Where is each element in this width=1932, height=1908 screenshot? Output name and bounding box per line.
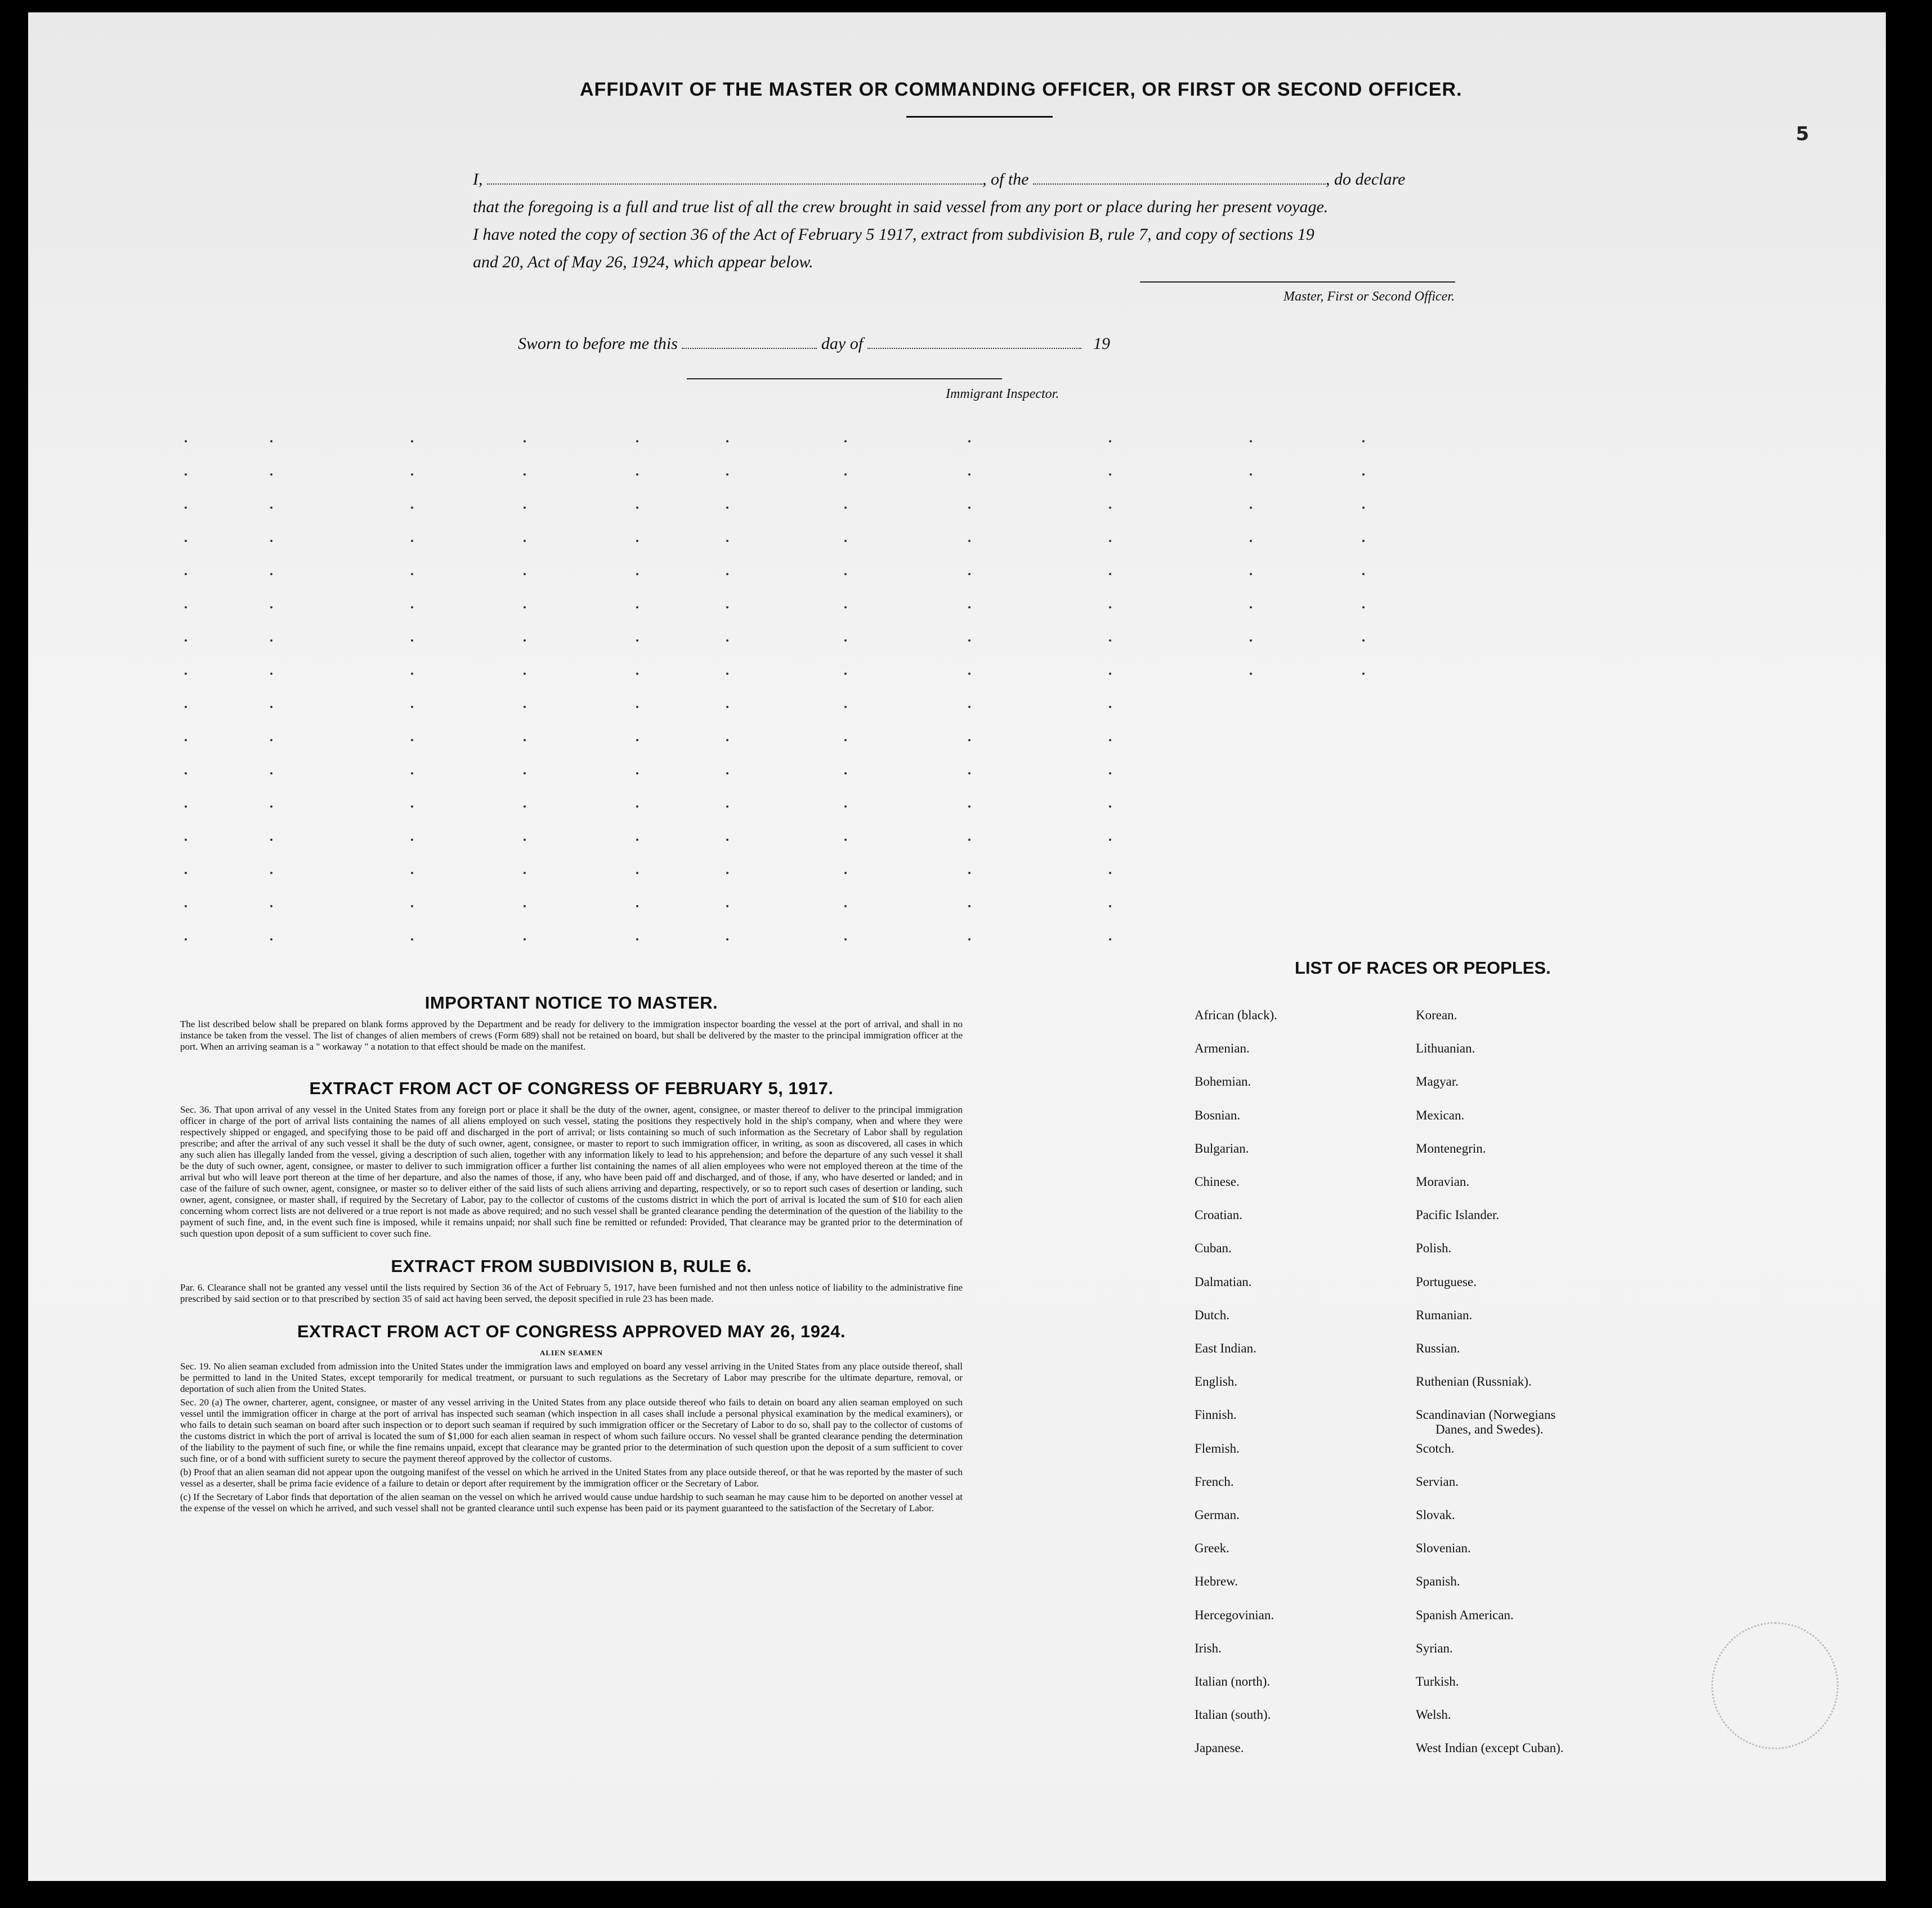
grid-dot <box>636 905 638 907</box>
grid-dot <box>1109 473 1111 476</box>
grid-dot <box>1109 772 1111 774</box>
grid-dot <box>185 540 187 542</box>
race-item: Bohemian. <box>1195 1074 1251 1089</box>
section-gap <box>180 1307 963 1320</box>
race-item: Italian (north). <box>1195 1674 1271 1688</box>
grid-dot <box>636 473 638 476</box>
grid-dot <box>1362 673 1365 675</box>
race-item: Dalmatian. <box>1195 1275 1252 1289</box>
declaration-line-1 <box>473 165 1542 193</box>
grid-dot <box>270 673 272 675</box>
grid-dot <box>636 673 638 675</box>
section-gap <box>180 1055 963 1077</box>
grid-dot <box>726 573 728 575</box>
race-item: Hebrew. <box>1195 1574 1238 1588</box>
race-item: Welsh. <box>1416 1708 1451 1722</box>
grid-dot <box>636 839 638 841</box>
grid-dot <box>524 772 526 774</box>
grid-dot <box>636 706 638 708</box>
race-item: Greek. <box>1195 1541 1229 1555</box>
grid-dot <box>844 772 847 774</box>
grid-dot <box>524 473 526 476</box>
grid-dot <box>524 507 526 509</box>
grid-dot <box>844 805 847 808</box>
grid-dot <box>411 440 413 442</box>
grid-dot <box>726 772 728 774</box>
corner-mark: 5 <box>1796 123 1809 145</box>
race-item: Polish. <box>1416 1241 1452 1255</box>
grid-dot <box>524 440 526 442</box>
race-item: Bulgarian. <box>1195 1141 1249 1155</box>
race-item: Japanese. <box>1195 1741 1244 1755</box>
alien-seamen-subheading: ALIEN SEAMEN <box>539 1349 603 1357</box>
grid-dot <box>524 905 526 907</box>
grid-dot <box>185 440 187 442</box>
grid-dot <box>270 839 272 841</box>
grid-dot <box>524 739 526 741</box>
vessel-blank[interactable] <box>1033 169 1326 185</box>
grid-dot <box>968 739 971 741</box>
race-item: West Indian (except Cuban). <box>1416 1741 1564 1755</box>
grid-dot <box>968 440 971 442</box>
legal-notices <box>180 992 963 1516</box>
grid-dot <box>411 739 413 741</box>
grid-dot <box>968 606 971 608</box>
grid-dot <box>185 905 187 907</box>
grid-dot <box>1109 639 1111 642</box>
race-item: Korean. <box>1416 1008 1457 1022</box>
grid-dot <box>844 507 847 509</box>
grid-dot <box>968 839 971 841</box>
grid-dot <box>968 673 971 675</box>
races-heading: LIST OF RACES OR PEOPLES. <box>1295 958 1551 978</box>
race-item: German. <box>1195 1508 1240 1522</box>
grid-dot <box>524 706 526 708</box>
grid-dot <box>968 772 971 774</box>
race-item: Armenian. <box>1195 1041 1250 1055</box>
grid-dot <box>844 839 847 841</box>
grid-dot <box>636 573 638 575</box>
grid-dot <box>270 706 272 708</box>
race-item: Irish. <box>1195 1641 1222 1655</box>
grid-dot <box>1109 805 1111 808</box>
grid-dot <box>844 673 847 675</box>
grid-dot <box>726 706 728 708</box>
grid-dot <box>411 507 413 509</box>
grid-dot <box>636 739 638 741</box>
section-gap <box>180 1242 963 1255</box>
grid-dot <box>636 440 638 442</box>
grid-dot <box>726 473 728 476</box>
grid-dot <box>1250 606 1252 608</box>
grid-dot <box>185 573 187 575</box>
grid-dot <box>726 805 728 808</box>
grid-dot <box>185 805 187 808</box>
race-item: French. <box>1195 1475 1234 1489</box>
race-item: Magyar. <box>1416 1074 1459 1089</box>
grid-dot <box>1109 905 1111 907</box>
grid-dot <box>411 673 413 675</box>
extract-rule6-heading: EXTRACT FROM SUBDIVISION B, RULE 6. <box>391 1256 752 1276</box>
grid-dot <box>1109 673 1111 675</box>
grid-dot <box>968 507 971 509</box>
sworn-line <box>518 333 1110 353</box>
grid-dot <box>844 706 847 708</box>
grid-dot <box>636 938 638 940</box>
grid-dot <box>524 805 526 808</box>
race-item: Rumanian. <box>1416 1308 1473 1322</box>
race-item: East Indian. <box>1195 1341 1256 1355</box>
grid-dot <box>524 872 526 874</box>
sworn-year: 19 <box>1093 334 1111 353</box>
grid-dot <box>1250 473 1252 476</box>
grid-dot <box>411 473 413 476</box>
grid-dot <box>1109 540 1111 542</box>
grid-dot <box>1250 507 1252 509</box>
grid-dot <box>411 540 413 542</box>
grid-dot <box>844 872 847 874</box>
inspector-label: Immigrant Inspector. <box>946 387 1059 401</box>
grid-dot <box>1109 573 1111 575</box>
grid-dot <box>844 606 847 608</box>
sworn-month-blank[interactable] <box>867 333 1081 349</box>
race-item: Turkish. <box>1416 1674 1459 1688</box>
grid-dot <box>968 639 971 642</box>
extract-1924-heading: EXTRACT FROM ACT OF CONGRESS APPROVED MAY 26, 1924. <box>297 1322 846 1341</box>
master-signature-line[interactable] <box>1140 281 1455 283</box>
grid-dot <box>270 639 272 642</box>
extract-rule6-text: Par. 6. Clearance shall not be granted any vessel until the lists required by Section 36 of the Act of February 5, 1917, have been furnished and not then unless notice of liability to the administrative fine prescribed by said section or to that prescribed by section 35 of said act having been served, the deposit specified in rule 23 has been made. <box>180 1282 963 1304</box>
grid-dot <box>185 673 187 675</box>
declaration-line-3: I have noted the copy of section 36 of the Act of February 5 1917, extract from subdivision B, rule 7, and copy of sections 19 <box>473 225 1314 244</box>
grid-dot <box>636 805 638 808</box>
race-item: Italian (south). <box>1195 1708 1271 1722</box>
name-blank[interactable] <box>487 169 982 185</box>
grid-dot <box>1250 573 1252 575</box>
grid-dot <box>1362 606 1365 608</box>
grid-dot <box>411 772 413 774</box>
grid-dot <box>270 440 272 442</box>
grid-dot <box>968 905 971 907</box>
race-item: Ruthenian (Russniak). <box>1416 1374 1532 1389</box>
race-item: Pacific Islander. <box>1416 1208 1500 1222</box>
grid-dot <box>1362 540 1365 542</box>
grid-dot <box>968 938 971 940</box>
race-item: Croatian. <box>1195 1208 1242 1222</box>
grid-dot <box>844 905 847 907</box>
grid-dot <box>524 673 526 675</box>
race-item: Servian. <box>1416 1475 1459 1489</box>
extract-1917-heading: EXTRACT FROM ACT OF CONGRESS OF FEBRUARY 5, 1917. <box>309 1078 834 1098</box>
grid-dot <box>1362 440 1365 442</box>
grid-dot <box>636 872 638 874</box>
grid-dot <box>726 739 728 741</box>
declaration-line-4: and 20, Act of May 26, 1924, which appear below. <box>473 253 813 271</box>
grid-dot <box>185 507 187 509</box>
affidavit-title: AFFIDAVIT OF THE MASTER OR COMMANDING OFFICER, OR FIRST OR SECOND OFFICER. <box>580 79 1463 100</box>
race-item: Scandinavian (Norwegians <box>1416 1408 1556 1422</box>
grid-dot <box>1362 639 1365 642</box>
sworn-prefix: Sworn to before me this <box>518 334 678 353</box>
grid-dot <box>1109 872 1111 874</box>
grid-dot <box>1109 938 1111 940</box>
grid-dot <box>844 938 847 940</box>
grid-dot <box>1109 440 1111 442</box>
grid-dot <box>270 872 272 874</box>
race-item: Slovenian. <box>1416 1541 1471 1555</box>
declaration-do-declare: , do declare <box>1326 170 1406 189</box>
grid-dot <box>270 905 272 907</box>
grid-dot <box>185 606 187 608</box>
grid-dot <box>185 772 187 774</box>
grid-dot <box>185 473 187 476</box>
grid-dot <box>636 606 638 608</box>
grid-dot <box>844 639 847 642</box>
race-item: Bosnian. <box>1195 1108 1241 1122</box>
grid-dot <box>411 938 413 940</box>
grid-dot <box>270 540 272 542</box>
grid-dot <box>1362 473 1365 476</box>
extract-1924-sec20a: Sec. 20 (a) The owner, charterer, agent, consignee, or master of any vessel arriving in the United States from any place outside thereof who fails to detain on board any alien seaman employed on such vessel until the immigration officer in charge at the port of arrival has inspected such seaman (which inspection in all cases shall include a personal physical examination by the medical examiners), or who fails to detain such seaman on board after such inspection or to deport such seaman if required by such immigration officer or the Secretary of Labor to do so, shall pay to the collector of customs of the customs district in which the port of arrival is located the sum of $1,000 for each alien seaman in respect of whom such failure occurs. No vessel shall be granted clearance pending the determination of the liability to the payment of such fine, or while the fine remains unpaid, except that clearance may be granted prior to the determination of such question upon the deposit of a sum sufficient to cover such fine, or of a bond with sufficient surety to secure the payment thereof approved by the collector of customs. <box>180 1397 963 1464</box>
grid-dot <box>1250 639 1252 642</box>
grid-dot <box>636 507 638 509</box>
race-item: Scotch. <box>1416 1441 1455 1455</box>
grid-dot <box>270 473 272 476</box>
race-item: Spanish. <box>1416 1574 1460 1588</box>
race-item: Portuguese. <box>1416 1275 1477 1289</box>
declaration-of-the: , of the <box>982 170 1029 189</box>
race-item: Montenegrin. <box>1416 1141 1486 1155</box>
grid-dot <box>1109 839 1111 841</box>
race-item: Russian. <box>1416 1341 1460 1355</box>
grid-dot <box>270 938 272 940</box>
grid-dot <box>726 606 728 608</box>
master-label: Master, First or Second Officer. <box>1283 289 1455 304</box>
extract-1924-sec19: Sec. 19. No alien seaman excluded from admission into the United States under the immigration laws and employed on board any vessel arriving in the United States from any place outside thereof, shall be permitted to land in the United States, except temporarily for medical treatment, or pursuant to such regulations as the Secretary of Labor may prescribe for the ultimate departure, removal, or deportation of such alien from the United States. <box>180 1361 963 1394</box>
grid-dot <box>270 606 272 608</box>
grid-dot <box>270 739 272 741</box>
race-item: Finnish. <box>1195 1408 1237 1422</box>
grid-dot <box>1250 673 1252 675</box>
race-item: English. <box>1195 1374 1238 1389</box>
grid-dot <box>726 540 728 542</box>
grid-dot <box>411 639 413 642</box>
grid-dot <box>726 673 728 675</box>
grid-dot <box>844 573 847 575</box>
sworn-day-of: day of <box>821 334 864 353</box>
declaration-line-2: that the foregoing is a full and true list of all the crew brought in said vessel from any port or place during her present voyage. <box>473 198 1329 216</box>
grid-dot <box>726 639 728 642</box>
race-item: Lithuanian. <box>1416 1041 1475 1055</box>
grid-dot <box>524 540 526 542</box>
grid-dot <box>1109 606 1111 608</box>
grid-dot <box>1109 706 1111 708</box>
grid-dot <box>411 905 413 907</box>
grid-dot <box>968 473 971 476</box>
grid-dot <box>636 540 638 542</box>
grid-dot <box>1362 573 1365 575</box>
grid-dot <box>185 872 187 874</box>
grid-dot <box>411 706 413 708</box>
race-item: Moravian. <box>1416 1175 1470 1189</box>
grid-dot <box>270 573 272 575</box>
grid-dot <box>185 839 187 841</box>
grid-dot <box>726 872 728 874</box>
grid-dot <box>844 739 847 741</box>
race-item: Dutch. <box>1195 1308 1229 1322</box>
grid-dot <box>524 639 526 642</box>
race-item: Spanish American. <box>1416 1608 1514 1622</box>
grid-dot <box>185 938 187 940</box>
grid-dot <box>726 507 728 509</box>
race-item: Flemish. <box>1195 1441 1240 1455</box>
grid-dot <box>1362 507 1365 509</box>
grid-dot <box>968 573 971 575</box>
race-item: African (black). <box>1195 1008 1277 1022</box>
grid-dot <box>1109 507 1111 509</box>
sworn-date-blank[interactable] <box>682 333 817 349</box>
race-item: Chinese. <box>1195 1175 1240 1189</box>
grid-dot <box>270 805 272 808</box>
grid-dot <box>411 805 413 808</box>
grid-dot <box>968 540 971 542</box>
race-item: Slovak. <box>1416 1508 1455 1522</box>
extract-1917-text: Sec. 36. That upon arrival of any vessel in the United States from any foreign port or place it shall be the duty of the owner, agent, consignee, or master thereof to deliver to the principal immigration officer in charge of the port of arrival lists containing the names of all aliens employed on such vessel, stating the positions they respectively hold in the ship's company, when and where they were respectively shipped or engaged, and specifying those to be paid off and discharged in the port of arrival; or lists containing so much of such information as the Secretary of Labor shall by regulation prescribe; and after the arrival of any such vessel it shall be the duty of such owner, agent, consignee, or master to report to such immigration officer, in writing, as soon as discovered, all cases in which any such alien has illegally landed from the vessel, giving a description of such alien, together with any information likely to lead to his apprehension; and before the departure of any such vessel it shall be the duty of such owner, agent, consignee, or master to deliver to such immigration officer a further list containing the names of all alien employees who were not employed thereon at the time of the arrival but who will leave port thereon at the time of her departure, and also the names of those, if any, who have been paid off and discharged, and of those, if any, who have deserted or landed; and in case of the failure of such owner, agent, consignee, or master so to deliver either of the said lists of such aliens arriving and departing, respectively, or so to report such cases of desertion or landing, such owner, agent, consignee, or master shall, if required by the Secretary of Labor, pay to the collector of customs of the customs district in which the port of arrival is located the sum of $10 for each alien concerning whom correct lists are not delivered or a true report is not made as above required; and no such vessel shall be granted clearance pending the determination of the question of the liability to the payment of such fine, and, in the event such fine is imposed, while it remains unpaid; nor shall such fine be remitted or refunded: Provided, That clearance may be granted prior to the determination of such question upon deposit of a sum sufficient to cover such fine. <box>180 1104 963 1239</box>
grid-dot <box>726 839 728 841</box>
grid-dot <box>726 440 728 442</box>
extract-1924-sec20b: (b) Proof that an alien seaman did not appear upon the outgoing manifest of the vessel on which he arrived in the United States from any place outside thereof, or that he was reported by the master of such vessel as a deserter, shall be prima facie evidence of a failure to detain or deport after requirement by the immigration officer or the Secretary of Labor. <box>180 1467 963 1489</box>
document-page <box>28 12 1886 1881</box>
grid-dot <box>524 839 526 841</box>
grid-dot <box>636 639 638 642</box>
grid-dot <box>726 905 728 907</box>
grid-dot <box>411 606 413 608</box>
grid-dot <box>411 872 413 874</box>
grid-dot <box>524 573 526 575</box>
grid-dot <box>844 473 847 476</box>
grid-dot <box>185 706 187 708</box>
race-item: Cuban. <box>1195 1241 1232 1255</box>
race-item: Hercegovinian. <box>1195 1608 1274 1622</box>
grid-dot <box>270 772 272 774</box>
grid-dot <box>968 872 971 874</box>
grid-dot <box>1250 540 1252 542</box>
grid-dot <box>968 706 971 708</box>
grid-dot <box>1250 440 1252 442</box>
grid-dot <box>1109 739 1111 741</box>
grid-dot <box>844 440 847 442</box>
grid-dot <box>968 805 971 808</box>
race-item: Syrian. <box>1416 1641 1453 1655</box>
embossed-seal <box>1711 1622 1839 1749</box>
grid-dot <box>524 938 526 940</box>
notice-text: The list described below shall be prepared on blank forms approved by the Department and be ready for delivery to the immigration inspector boarding the vessel at the port of arrival, and shall in no instance be taken from the vessel. The list of changes of alien members of crews (Form 689) shall not be retained on board, but shall be delivered by the master to the principal immigration officer at the port. When an arriving seaman is a " workaway " a notation to that effect should be made on the manifest. <box>180 1019 963 1052</box>
race-item-continued: Danes, and Swedes). <box>1435 1422 1544 1436</box>
inspector-signature-line[interactable] <box>687 378 1002 379</box>
title-rule <box>906 116 1053 118</box>
notice-heading: IMPORTANT NOTICE TO MASTER. <box>424 993 718 1013</box>
grid-dot <box>726 938 728 940</box>
grid-dot <box>185 739 187 741</box>
extract-1924-sec20c: (c) If the Secretary of Labor finds that deportation of the alien seaman on the vessel on which he arrived would cause undue hardship to such seaman he may cause him to be deported on another vessel at the expense of the vessel on which he arrived, and such vessel shall not be granted clearance until such expense has been paid or its payment guaranteed to the satisfaction of the Secretary of Labor. <box>180 1492 963 1513</box>
declaration-i: I, <box>473 170 483 189</box>
grid-dot <box>411 839 413 841</box>
grid-dot <box>636 772 638 774</box>
declaration <box>473 165 1542 276</box>
grid-dot <box>270 507 272 509</box>
grid-dot <box>524 606 526 608</box>
grid-dot <box>411 573 413 575</box>
grid-dot <box>844 540 847 542</box>
grid-dot <box>185 639 187 642</box>
race-item: Mexican. <box>1416 1108 1465 1122</box>
